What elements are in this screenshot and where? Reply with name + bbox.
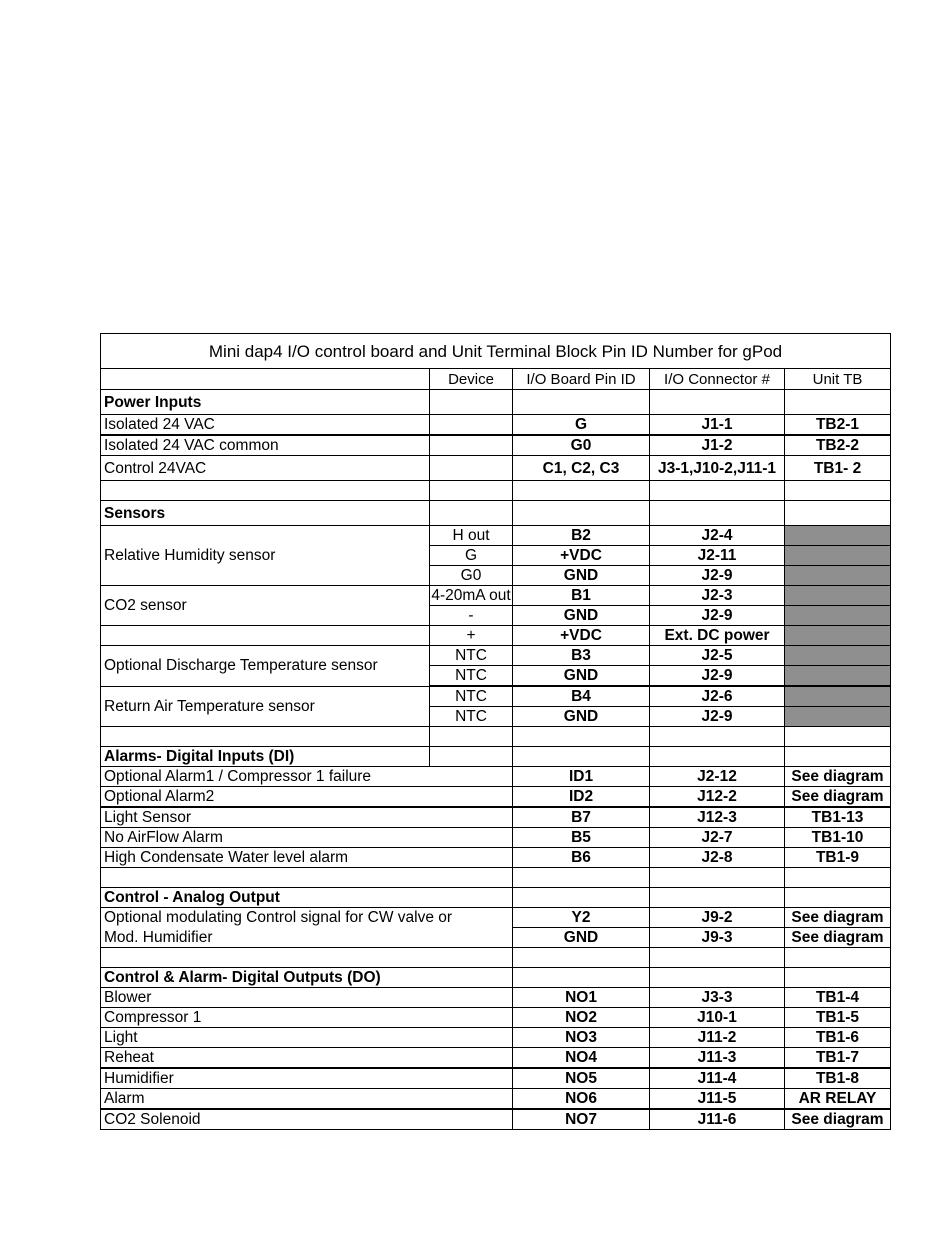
table-row: G0 GND J2-9 [101, 566, 891, 586]
header-pin: I/O Board Pin ID [513, 369, 650, 390]
table-row: Mod. Humidifier GND J9-3 See diagram [101, 928, 891, 948]
table-row: Reheat NO4 J11-3 TB1-7 [101, 1048, 891, 1069]
table-row: High Condensate Water level alarm B6 J2-8 TB1-9 [101, 848, 891, 868]
table-row: Humidifier NO5 J11-4 TB1-8 [101, 1068, 891, 1089]
table-row: + +VDC Ext. DC power [101, 626, 891, 646]
table-row: Relative Humidity sensor H out B2 J2-4 [101, 526, 891, 546]
sensor-rh-name: Relative Humidity sensor [101, 526, 430, 586]
table-row: Isolated 24 VAC common G0 J1-2 TB2-2 [101, 435, 891, 456]
table-row: Optional Alarm1 / Compressor 1 failure ID1 J2-12 See diagram [101, 767, 891, 787]
header-name [101, 369, 430, 390]
table-row: Alarm NO6 J11-5 AR RELAY [101, 1089, 891, 1110]
section-power-inputs: Power Inputs [101, 390, 430, 415]
pin-id-table-sheet [100, 333, 890, 1130]
table-row: NTC GND J2-9 [101, 707, 891, 727]
table-row: Isolated 24 VAC G J1-1 TB2-1 [101, 415, 891, 436]
table-row: CO2 Solenoid NO7 J11-6 See diagram [101, 1109, 891, 1130]
section-digital-outputs: Control & Alarm- Digital Outputs (DO) [101, 968, 513, 988]
section-alarms-di: Alarms- Digital Inputs (DI) [101, 747, 430, 767]
table-row: Return Air Temperature sensor NTC B4 J2-6 [101, 686, 891, 707]
table-row: NTC GND J2-9 [101, 666, 891, 687]
table-row: CO2 sensor 4-20mA out B1 J2-3 [101, 586, 891, 606]
sensor-return-air-temp-name: Return Air Temperature sensor [101, 686, 430, 727]
section-analog-output: Control - Analog Output [101, 888, 513, 908]
table-row: - GND J2-9 [101, 606, 891, 626]
table-row: Blower NO1 J3-3 TB1-4 [101, 988, 891, 1008]
table-row: Optional Alarm2 ID2 J12-2 See diagram [101, 787, 891, 808]
table-row: Compressor 1 NO2 J10-1 TB1-5 [101, 1008, 891, 1028]
table-title: Mini dap4 I/O control board and Unit Terminal Block Pin ID Number for gPod [101, 334, 891, 369]
header-device: Device [430, 369, 513, 390]
table-row: No AirFlow Alarm B5 J2-7 TB1-10 [101, 828, 891, 848]
section-sensors: Sensors [101, 501, 430, 526]
header-connector: I/O Connector # [650, 369, 785, 390]
table-row: Optional Discharge Temperature sensor NTC B3 J2-5 [101, 646, 891, 666]
table-row: Control 24VAC C1, C2, C3 J3-1,J10-2,J11-1 TB1- 2 [101, 456, 891, 481]
header-unit-tb: Unit TB [785, 369, 891, 390]
pin-id-table [100, 333, 891, 1130]
table-row: G +VDC J2-11 [101, 546, 891, 566]
table-row: Light Sensor B7 J12-3 TB1-13 [101, 807, 891, 828]
sensor-discharge-temp-name: Optional Discharge Temperature sensor [101, 646, 430, 687]
table-row: Optional modulating Control signal for CW valve or Y2 J9-2 See diagram [101, 908, 891, 928]
sensor-co2-name: CO2 sensor [101, 586, 430, 626]
table-row: Light NO3 J11-2 TB1-6 [101, 1028, 891, 1048]
